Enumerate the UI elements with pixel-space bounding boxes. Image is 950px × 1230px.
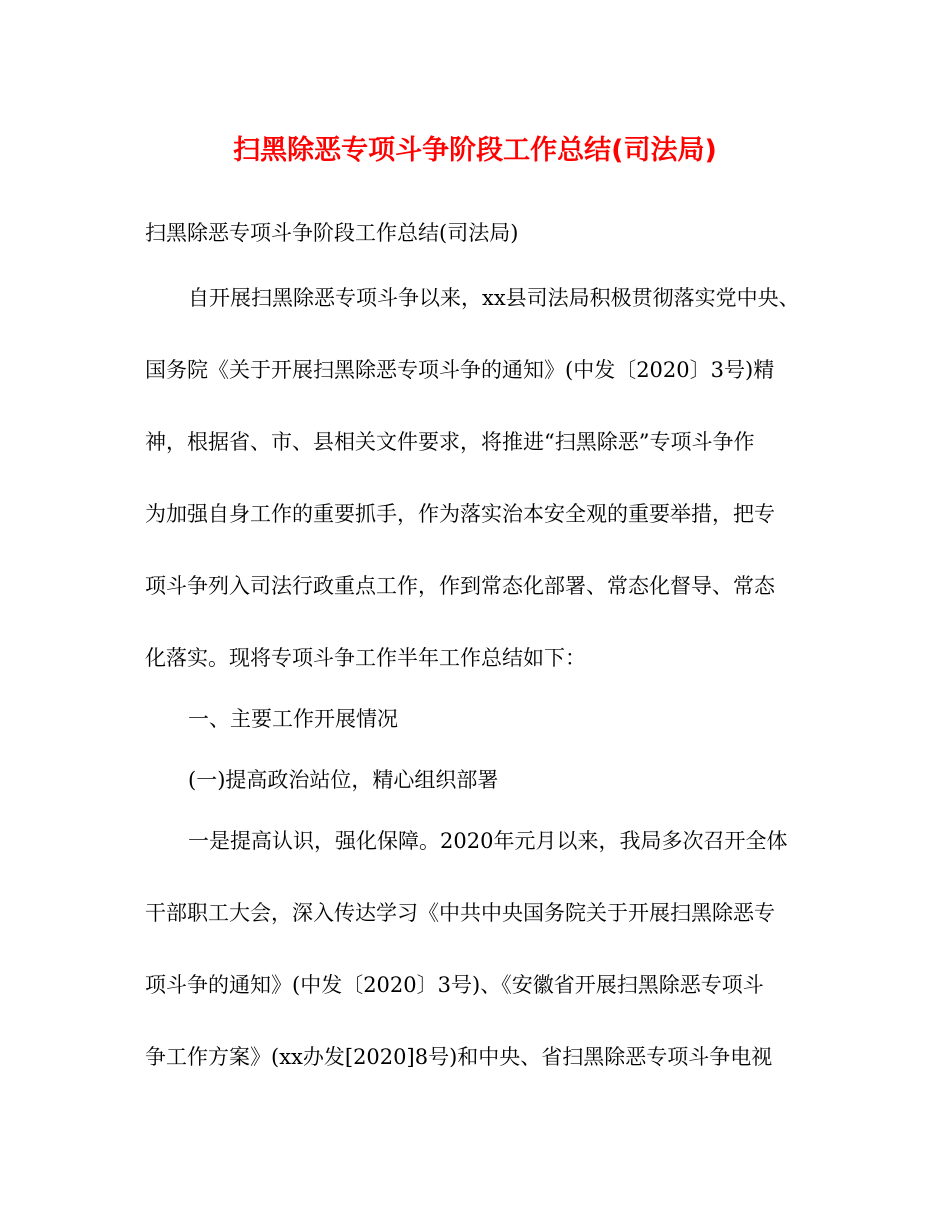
section-heading: 一、主要工作开展情况 <box>188 707 398 731</box>
subtitle-line: 扫黑除恶专项斗争阶段工作总结(司法局) <box>145 221 519 245</box>
paragraph-line: 神，根据省、市、县相关文件要求，将推进“扫黑除恶”专项斗争作 <box>145 430 755 454</box>
paragraph-line: 国务院《关于开展扫黑除恶专项斗争的通知》(中发〔2020〕3号)精 <box>145 358 775 382</box>
paragraph-line: 为加强自身工作的重要抓手，作为落实治本安全观的重要举措，把专 <box>145 502 775 526</box>
paragraph-line: 一是提高认识，强化保障。2020年元月以来，我局多次召开全体 <box>188 829 788 853</box>
document-title: 扫黑除恶专项斗争阶段工作总结(司法局) <box>233 135 717 166</box>
subsection-heading: (一)提高政治站位，精心组织部署 <box>188 768 499 792</box>
paragraph-line: 项斗争列入司法行政重点工作，作到常态化部署、常态化督导、常态 <box>145 574 775 598</box>
paragraph-line: 化落实。现将专项斗争工作半年工作总结如下： <box>145 646 586 670</box>
paragraph-line: 干部职工大会，深入传达学习《中共中央国务院关于开展扫黑除恶专 <box>145 901 775 925</box>
paragraph-line: 自开展扫黑除恶专项斗争以来，xx县司法局积极贯彻落实党中央、 <box>188 286 800 310</box>
paragraph-line: 争工作方案》(xx办发[2020]8号)和中央、省扫黑除恶专项斗争电视 <box>145 1045 773 1069</box>
paragraph-line: 项斗争的通知》(中发〔2020〕3号)、《安徽省开展扫黑除恶专项斗 <box>145 973 764 997</box>
